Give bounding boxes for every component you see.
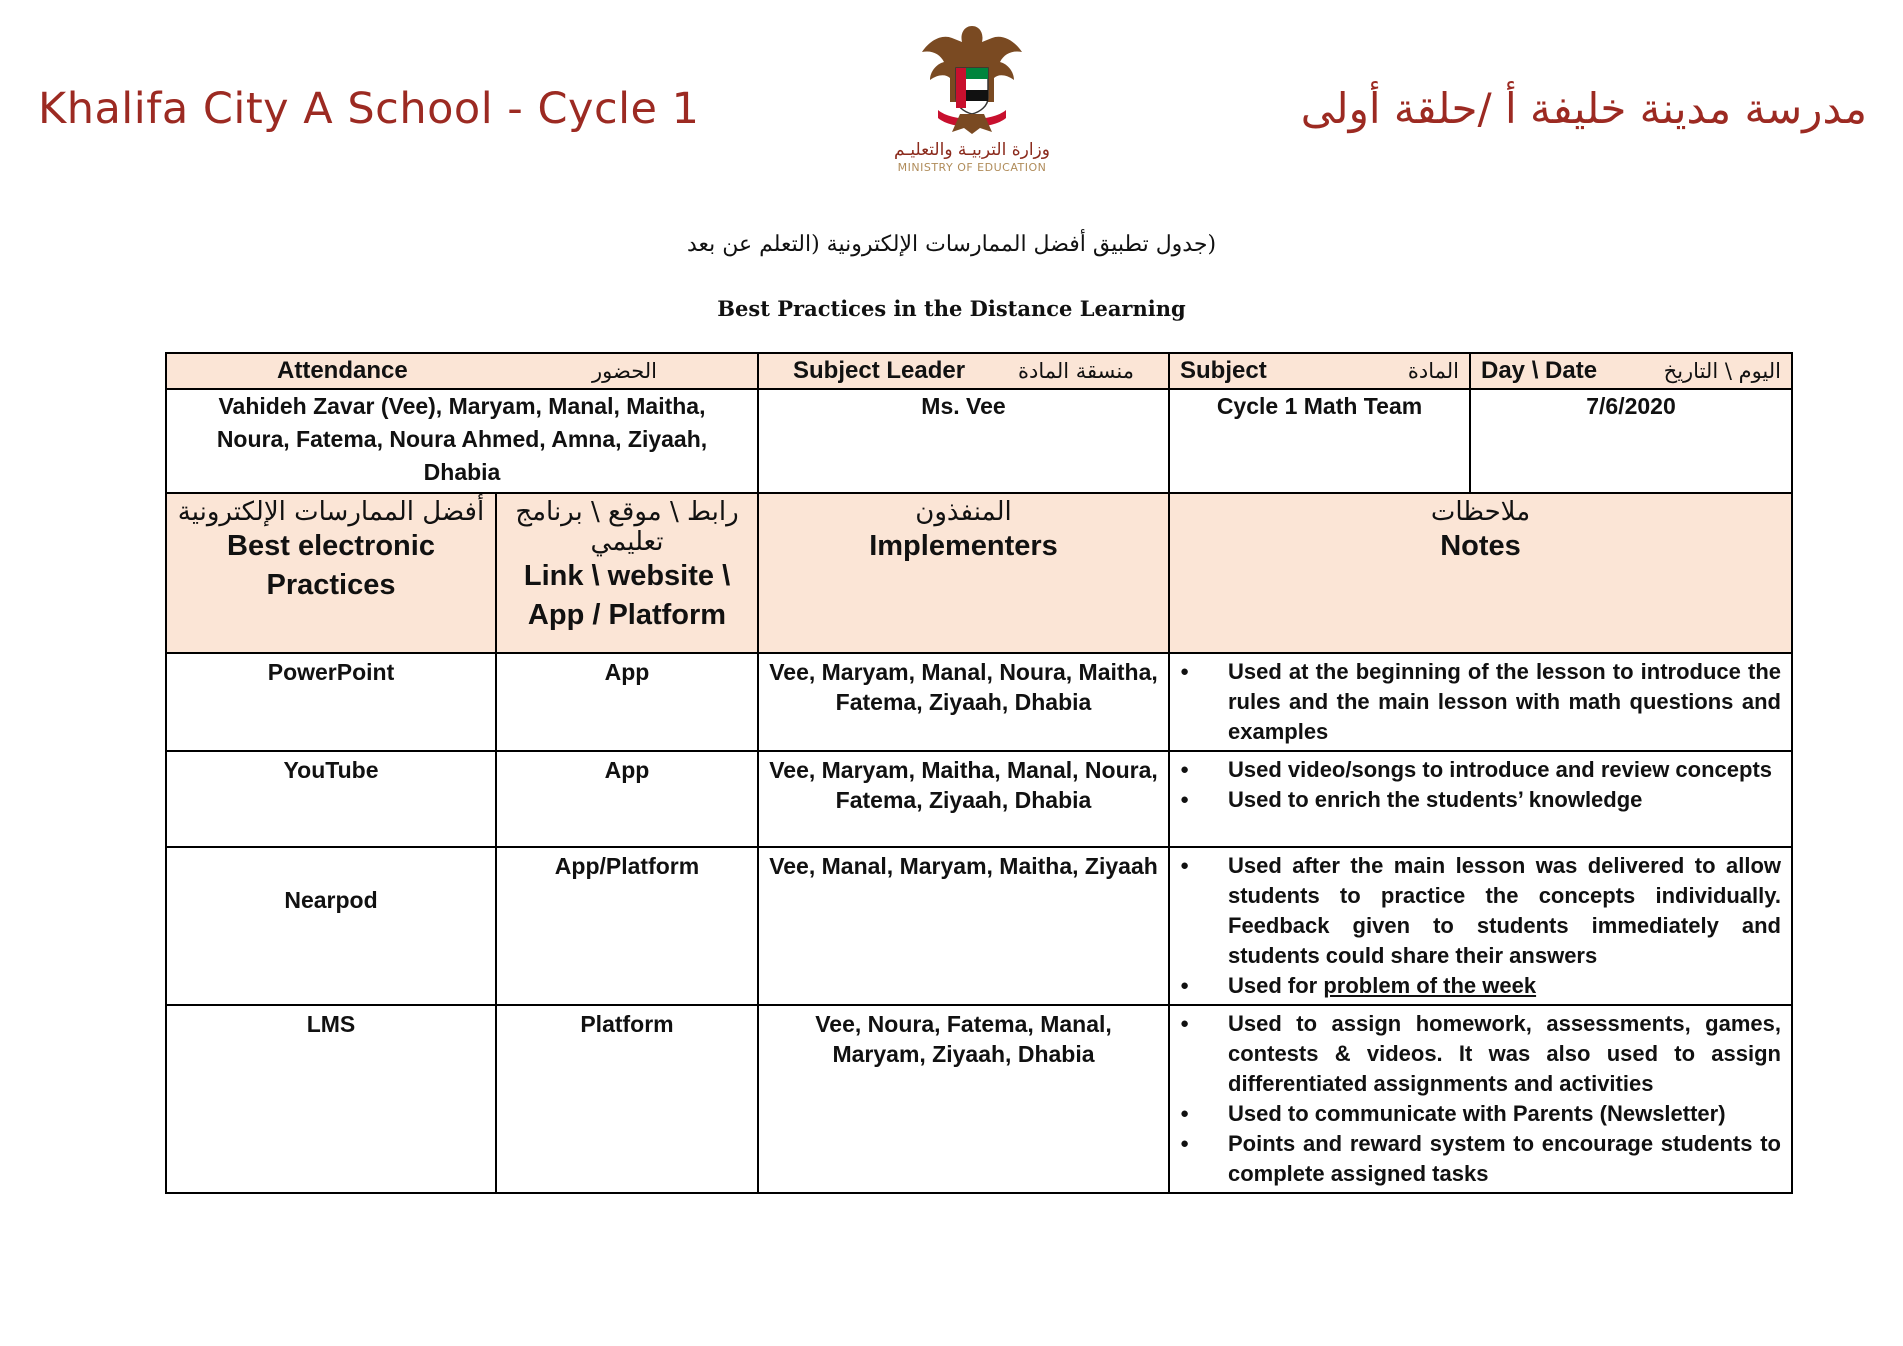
note-prefix: Used for	[1228, 973, 1324, 998]
info-value-row	[166, 389, 1792, 493]
practice-cell: YouTube	[166, 751, 496, 847]
implementers-cell: Vee, Maryam, Maitha, Manal, Noura, Fatema, Ziyaah, Dhabia	[758, 751, 1169, 847]
page-title-ar: (جدول تطبيق أفضل الممارسات الإلكترونية (التعلم عن بعد	[686, 232, 1217, 257]
notes-cell	[1169, 653, 1792, 751]
link-header-ar: رابط \ موقع \ برنامج تعليمي	[515, 497, 739, 557]
note-item	[1228, 971, 1781, 1001]
date-label-en: Day \ Date	[1481, 357, 1598, 384]
subject-leader-header	[758, 353, 1169, 389]
subject-header	[1169, 353, 1470, 389]
table-row	[166, 751, 1792, 847]
link-cell: App	[496, 751, 758, 847]
best-practices-table	[165, 352, 1793, 1194]
note-item: ● Used to communicate with Parents (Newsletter)	[1228, 1099, 1781, 1129]
subject-value: Cycle 1 Math Team	[1169, 389, 1470, 493]
implementers-header-ar: المنفذون	[915, 497, 1012, 527]
notes-header-ar: ملاحظات	[1430, 497, 1531, 527]
date-header	[1470, 353, 1792, 389]
table-row	[166, 653, 1792, 751]
ministry-name-en: MINISTRY OF EDUCATION	[897, 161, 1047, 174]
note-item: ● Used to enrich the students’ knowledge	[1228, 785, 1781, 815]
school-name-en: Khalifa City A School - Cycle 1	[38, 84, 700, 134]
attendance-label-ar: الحضور	[592, 359, 657, 383]
implementers-column-header	[758, 493, 1169, 653]
link-column-header	[496, 493, 758, 653]
link-cell: App/Platform	[496, 847, 758, 1005]
note-item: ● Used to assign homework, assessments, games, contests & videos. It was also used to assign differentiated assignments and activities	[1228, 1009, 1781, 1099]
problem-of-the-week-link[interactable]: problem of the week	[1323, 973, 1537, 998]
practice-cell: LMS	[166, 1005, 496, 1193]
ministry-name-ar: وزارة التربيـة والتعليـم	[894, 140, 1050, 160]
note-item: ● Used at the beginning of the lesson to introduce the rules and the main lesson with math questions and examples	[1228, 657, 1781, 747]
date-label-ar: اليوم \ التاريخ	[1663, 359, 1781, 383]
practices-header-ar: أفضل الممارسات الإلكترونية	[177, 497, 485, 527]
note-item: ● Used video/songs to introduce and review concepts	[1228, 755, 1781, 785]
practice-cell: PowerPoint	[166, 653, 496, 751]
ministry-logo	[872, 18, 1072, 188]
notes-header-en: Notes	[1440, 530, 1521, 562]
notes-cell	[1169, 751, 1792, 847]
attendance-value: Vahideh Zavar (Vee), Maryam, Manal, Maitha, Noura, Fatema, Noura Ahmed, Amna, Ziyaah, Dhabia	[166, 389, 758, 493]
attendance-label-en: Attendance	[277, 357, 408, 384]
school-name-ar: مدرسة مدينة خليفة أ /حلقة أولى	[1300, 84, 1867, 133]
implementers-header-en: Implementers	[869, 530, 1058, 562]
subject-leader-label-en: Subject Leader	[793, 357, 966, 384]
subject-label-en: Subject	[1180, 357, 1267, 384]
subject-leader-label-ar: منسقة المادة	[1017, 359, 1134, 383]
table-row	[166, 1005, 1792, 1193]
info-header-row	[166, 353, 1792, 389]
notes-column-header	[1169, 493, 1792, 653]
implementers-cell: Vee, Maryam, Manal, Noura, Maitha, Fatema, Ziyaah, Dhabia	[758, 653, 1169, 751]
practice-label: Nearpod	[284, 886, 378, 913]
notes-cell	[1169, 847, 1792, 1005]
notes-cell	[1169, 1005, 1792, 1193]
subject-leader-value: Ms. Vee	[758, 389, 1169, 493]
link-cell: Platform	[496, 1005, 758, 1193]
link-cell: App	[496, 653, 758, 751]
table-row	[166, 847, 1792, 1005]
practices-column-header	[166, 493, 496, 653]
note-item: ● Used after the main lesson was delivered to allow students to practice the concepts individually. Feedback given to students immediately and students could share their answers	[1228, 851, 1781, 971]
date-value: 7/6/2020	[1470, 389, 1792, 493]
note-item: ● Points and reward system to encourage students to complete assigned tasks	[1228, 1129, 1781, 1189]
page-title-en: Best Practices in the Distance Learning	[717, 296, 1186, 321]
implementers-cell: Vee, Manal, Maryam, Maitha, Ziyaah	[758, 847, 1169, 1005]
subject-label-ar: المادة	[1407, 359, 1459, 383]
implementers-cell: Vee, Noura, Fatema, Manal, Maryam, Ziyaah, Dhabia	[758, 1005, 1169, 1193]
practices-header-en: Best electronic Practices	[227, 530, 435, 601]
practice-cell	[166, 847, 496, 1005]
column-header-row	[166, 493, 1792, 653]
attendance-header	[166, 353, 758, 389]
falcon-emblem-icon	[912, 18, 1032, 138]
link-header-en: Link \ website \ App / Platform	[523, 560, 731, 631]
